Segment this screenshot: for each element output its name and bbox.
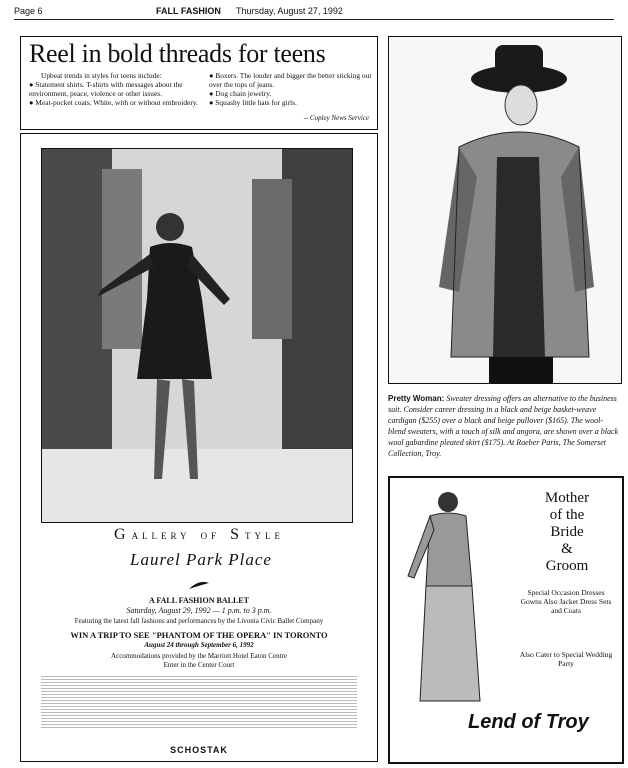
title-line: of the [549, 507, 585, 523]
article-item: ● Boxers. The louder and bigger the better sticking out over the tops of jeans. [209, 71, 372, 89]
leaf-ornament [41, 579, 357, 593]
lend-of-troy-ad [388, 476, 624, 764]
article-headline: Reel in bold threads for teens [29, 39, 326, 68]
title-word: OF [200, 531, 221, 541]
title-word: TYLE [244, 531, 284, 541]
title-word: ALLERY [131, 531, 191, 541]
event-date: Saturday, August 29, 1992 — 1 p.m. to 3 p.m. [126, 606, 272, 615]
title-letter: S [230, 526, 245, 543]
mother-of-bride-groom-title [522, 490, 612, 575]
article-item: ● Squashy little hats for girls. [209, 98, 297, 107]
masthead [14, 6, 614, 20]
pretty-woman-photo [388, 36, 622, 384]
masthead-rule [14, 19, 614, 20]
teen-article [20, 36, 378, 130]
special-occasion-text: Special Occasion Dresses Gowns Also Jacket Dress Sets and Coats [520, 588, 612, 615]
enter-location: Enter in the Center Court [163, 661, 235, 669]
title-line: Mother [544, 490, 590, 506]
article-item: ● Dog chain jewelry. [209, 89, 272, 98]
pretty-woman-caption [388, 393, 620, 459]
title-letter: G [114, 526, 132, 543]
gallery-of-style-title [21, 526, 377, 544]
prize-headline: WIN A TRIP TO SEE "PHANTOM OF THE OPERA" IN TORONTO [70, 630, 328, 640]
issue-date: Thursday, August 27, 1992 [236, 6, 343, 16]
woman-in-sweater-illustration [389, 37, 621, 383]
lend-of-troy-logo: Lend of Troy [468, 711, 589, 733]
article-column-right [209, 71, 374, 107]
title-line: & [561, 541, 573, 557]
article-item: ● Statement shirts. T-shirts with messages about the environment, peace, violence or other issues. [29, 80, 183, 98]
caption-text: Sweater dressing offers an alternative to the business suit. Consider career dressing in a black and beige basket-weave cardigan ($255) over a black and beige pullover ($165). The wool-blend sweaters, with a touch of silk and angora, are shown over a black wool gabardine pleated skirt ($175). At Roeber Paris, The Somerset Collection, Troy. [388, 394, 619, 458]
page-number: Page 6 [14, 6, 43, 16]
wedding-party-text: Also Cater to Special Wedding Party [519, 650, 613, 668]
title-line: Groom [545, 558, 589, 574]
article-column-left [29, 71, 199, 107]
caption-lead: Pretty Woman: [388, 394, 445, 403]
article-intro: Upbeat trends in styles for teens include: [41, 71, 162, 80]
laurel-park-place-logo: Laurel Park Place [130, 550, 272, 569]
article-item: ● Meat-pocket coats. White, with or without embroidery. [29, 98, 198, 107]
schostak-logo: SCHOSTAK [170, 745, 228, 755]
event-title: A FALL FASHION BALLET [149, 596, 249, 605]
model-illustration [42, 149, 352, 522]
prize-dates: August 24 through September 6, 1992 [144, 641, 254, 649]
article-credit: -- Copley News Service [303, 114, 369, 122]
ballet-model-photo [41, 148, 353, 523]
store-list-fine-print [41, 674, 357, 730]
accommodations-note: Accommodations provided by the Marriott Hotel Eaton Centre [111, 652, 287, 660]
title-line: Bride [550, 524, 584, 540]
bride-mother-illustration [400, 486, 510, 716]
event-description: Featuring the latest fall fashions and performances by the Livonia Civic Ballet Company [74, 617, 324, 625]
gallery-of-style-ad [20, 133, 378, 762]
section-name: FALL FASHION [156, 6, 221, 16]
